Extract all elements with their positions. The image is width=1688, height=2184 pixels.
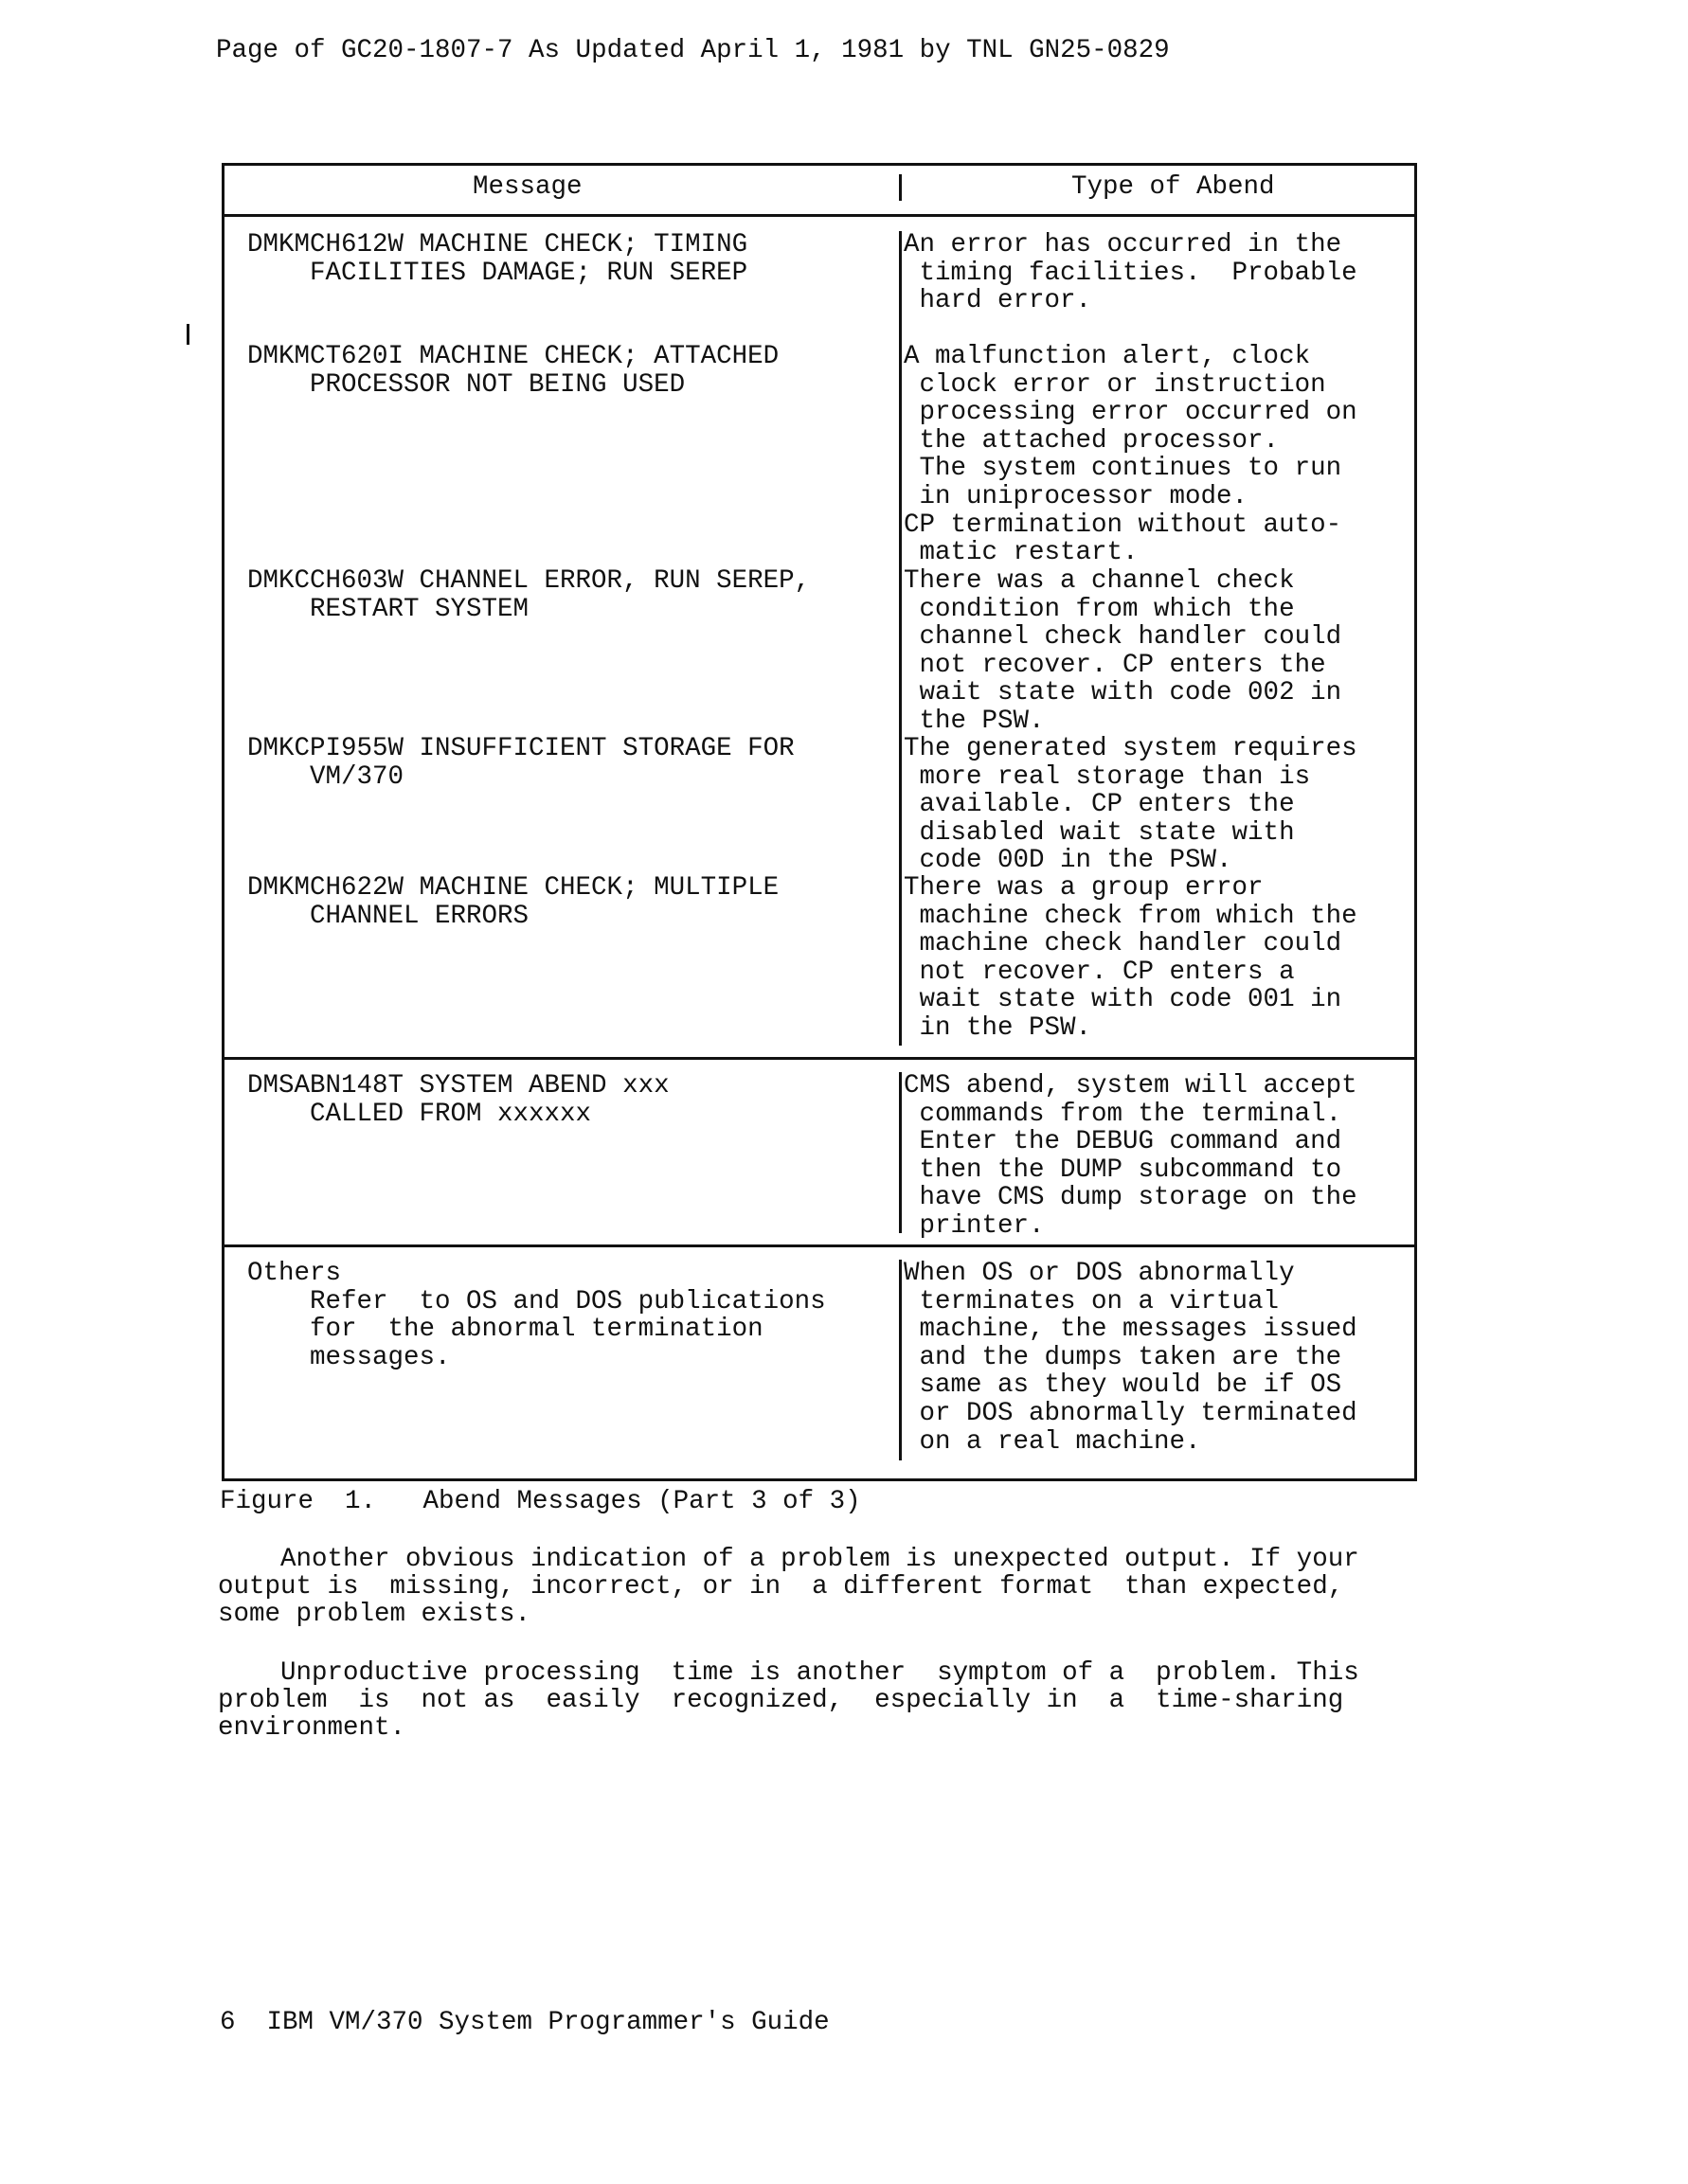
table-bottom-rule <box>222 1478 1417 1481</box>
group-separator-rule <box>222 1057 1417 1060</box>
column-header-message: Message <box>473 172 583 202</box>
message-cell: DMSABN148T SYSTEM ABEND xxx CALLED FROM xxxxxx <box>247 1071 670 1129</box>
table-top-rule <box>222 163 1417 166</box>
column-divider <box>899 1260 902 1460</box>
abend-cell: CMS abend, system will accept commands from the terminal. Enter the DEBUG command and then the DUMP subcommand to have CMS dump storage on the printer. <box>904 1071 1357 1241</box>
abend-cell: An error has occurred in the timing facilities. Probable hard error. <box>904 230 1357 316</box>
table-right-rule <box>1414 163 1417 1481</box>
abend-messages-table <box>222 163 1417 1481</box>
group-separator-rule <box>222 1244 1417 1247</box>
table-left-rule <box>222 163 224 1481</box>
message-cell: DMKMCT620I MACHINE CHECK; ATTACHED PROCESSOR NOT BEING USED <box>247 342 780 400</box>
body-paragraph: Another obvious indication of a problem is unexpected output. If your output is missing, incorrect, or in a different format than expected, some problem exists. <box>218 1545 1359 1629</box>
abend-cell: A malfunction alert, clock clock error or instruction processing error occurred on the attached processor. The system continues to run in uniprocessor mode. CP termination without auto- matic restart. <box>904 342 1357 568</box>
column-divider <box>899 231 902 1046</box>
abend-cell: There was a group error machine check from which the machine check handler could not recover. CP enters a wait state with code 001 in in the PSW. <box>904 873 1357 1043</box>
message-cell: DMKCCH603W CHANNEL ERROR, RUN SEREP, RESTART SYSTEM <box>247 566 811 624</box>
body-paragraph: Unproductive processing time is another symptom of a problem. This problem is not as easily recognized, especially in a time-sharing environment. <box>218 1658 1359 1743</box>
column-divider <box>899 1072 902 1233</box>
column-header-type-of-abend: Type of Abend <box>1071 172 1275 202</box>
abend-cell: When OS or DOS abnormally terminates on a virtual machine, the messages issued and the dumps taken are the same as they would be if OS or DOS abnormally terminated on a real machine. <box>904 1259 1357 1457</box>
figure-caption: Figure 1. Abend Messages (Part 3 of 3) <box>220 1487 861 1516</box>
abend-cell: There was a channel check condition from which the channel check handler could not recover. CP enters the wait state with code 002 in the PSW. <box>904 566 1342 736</box>
abend-cell: The generated system requires more real storage than is available. CP enters the disabled wait state with code 00D in the PSW. <box>904 734 1357 876</box>
header-column-divider <box>899 174 902 201</box>
header-separator-rule <box>222 214 1417 217</box>
message-cell: DMKMCH622W MACHINE CHECK; MULTIPLE CHANNEL ERRORS <box>247 873 780 931</box>
message-cell: Others Refer to OS and DOS publications for the abnormal termination messages. <box>247 1259 826 1372</box>
page-header: Page of GC20-1807-7 As Updated April 1, 1981 by TNL GN25-0829 <box>216 36 1170 65</box>
message-cell: DMKCPI955W INSUFFICIENT STORAGE FOR VM/370 <box>247 734 795 792</box>
revision-change-bar <box>187 324 189 345</box>
message-cell: DMKMCH612W MACHINE CHECK; TIMING FACILITIES DAMAGE; RUN SEREP <box>247 230 748 288</box>
page-footer: 6 IBM VM/370 System Programmer's Guide <box>220 2008 830 2037</box>
